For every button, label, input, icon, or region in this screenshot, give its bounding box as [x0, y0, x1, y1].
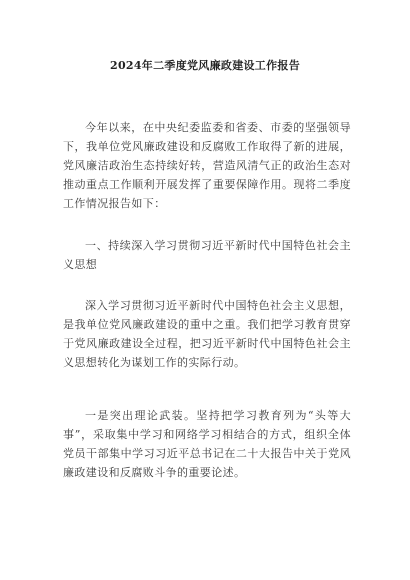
document-title: 2024年二季度党风廉政建设工作报告 — [109, 59, 300, 72]
paragraph-theory-study: 一是突出理论武装。坚持把学习教育列为“头等大事”，采取集中学习和网络学习相结合的方式，组织全体党员干部集中学习习近平总书记在二十大报告中关于党风廉政建设和反腐败斗争的重要论述。 — [63, 409, 351, 479]
paragraph-section-1-body: 深入学习贯彻习近平新时代中国特色社会主义思想，是我单位党风廉政建设的重中之重。我们把学习教育贯穿于党风廉政建设全过程，把习近平新时代中国特色社会主义思想转化为谋划工作的实际行动。 — [63, 299, 351, 369]
section-heading-1: 一、持续深入学习贯彻习近平新时代中国特色社会主义思想 — [63, 239, 351, 271]
paragraph-intro: 今年以来，在中央纪委监委和省委、市委的坚强领导下，我单位党风廉政建设和反腐败工作取得了新的进展，党风廉洁政治生态持续好转，营造风清气正的政治生态对推动重点工作顺利开展发挥了重要保障作用。现将二季度工作情况报告如下： — [63, 121, 351, 210]
